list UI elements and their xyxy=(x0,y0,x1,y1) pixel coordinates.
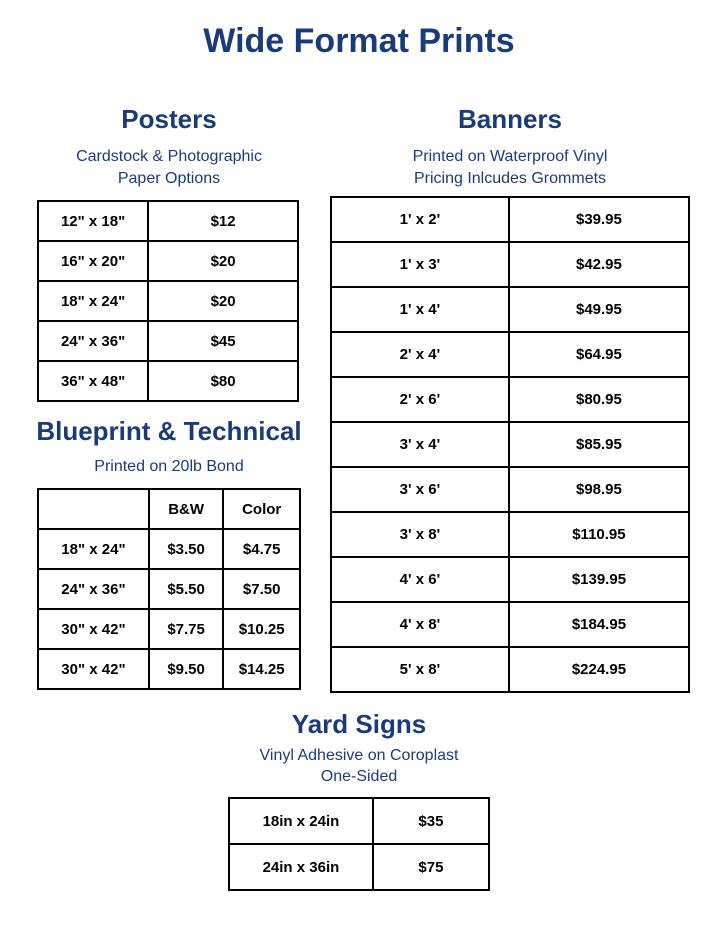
size-cell: 18" x 24" xyxy=(38,281,148,321)
price-cell: $80.95 xyxy=(509,377,689,422)
page-title: Wide Format Prints xyxy=(203,22,515,60)
bw-price-cell: $9.50 xyxy=(149,649,224,689)
size-cell: 2' x 4' xyxy=(331,332,509,377)
color-price-cell: $7.50 xyxy=(223,569,300,609)
yard-signs-table xyxy=(228,797,490,891)
size-cell: 3' x 6' xyxy=(331,467,509,512)
table-row xyxy=(38,609,300,649)
table-row xyxy=(331,467,689,512)
color-price-cell: $10.25 xyxy=(223,609,300,649)
price-cell: $35 xyxy=(373,798,489,844)
price-cell: $184.95 xyxy=(509,602,689,647)
table-row xyxy=(331,287,689,332)
size-cell: 30" x 42" xyxy=(38,609,149,649)
price-cell: $139.95 xyxy=(509,557,689,602)
posters-subtitle-line1: Cardstock & Photographic xyxy=(76,148,262,165)
price-cell: $75 xyxy=(373,844,489,890)
size-cell: 18" x 24" xyxy=(38,529,149,569)
price-cell: $49.95 xyxy=(509,287,689,332)
table-row xyxy=(229,798,489,844)
table-row xyxy=(331,332,689,377)
price-cell: $20 xyxy=(148,281,298,321)
bw-column-header: B&W xyxy=(149,489,224,529)
price-cell: $39.95 xyxy=(509,197,689,242)
size-cell: 1' x 3' xyxy=(331,242,509,287)
table-row xyxy=(38,649,300,689)
size-cell: 24in x 36in xyxy=(229,844,373,890)
size-cell: 18in x 24in xyxy=(229,798,373,844)
price-cell: $98.95 xyxy=(509,467,689,512)
price-cell: $80 xyxy=(148,361,298,401)
size-cell: 2' x 6' xyxy=(331,377,509,422)
banners-subtitle-line1: Printed on Waterproof Vinyl xyxy=(412,148,608,165)
table-row xyxy=(331,557,689,602)
posters-heading: Posters xyxy=(121,104,217,134)
size-cell: 30" x 42" xyxy=(38,649,149,689)
size-cell: 4' x 6' xyxy=(331,557,509,602)
posters-subtitle-line2: Paper Options xyxy=(117,170,221,187)
bw-price-cell: $5.50 xyxy=(149,569,224,609)
table-row xyxy=(229,844,489,890)
blueprint-subtitle: Printed on 20lb Bond xyxy=(94,458,244,475)
price-cell: $110.95 xyxy=(509,512,689,557)
size-cell: 3' x 8' xyxy=(331,512,509,557)
color-column-header: Color xyxy=(223,489,300,529)
table-row xyxy=(38,201,298,241)
table-row xyxy=(331,197,689,242)
price-cell: $85.95 xyxy=(509,422,689,467)
yard-signs-heading: Yard Signs xyxy=(291,709,427,739)
table-row xyxy=(331,602,689,647)
yard-signs-subtitle-line1: Vinyl Adhesive on Coroplast xyxy=(259,747,459,764)
yard-signs-subtitle-line2: One-Sided xyxy=(320,768,398,785)
price-cell: $64.95 xyxy=(509,332,689,377)
table-row xyxy=(331,422,689,467)
banners-subtitle-line2: Pricing Inlcudes Grommets xyxy=(413,170,607,187)
price-cell: $42.95 xyxy=(509,242,689,287)
yard-signs-subtitle xyxy=(200,745,518,787)
bw-price-cell: $7.75 xyxy=(149,609,224,649)
table-row xyxy=(38,529,300,569)
price-cell: $45 xyxy=(148,321,298,361)
size-cell: 3' x 4' xyxy=(331,422,509,467)
posters-table xyxy=(37,200,299,402)
table-row xyxy=(38,281,298,321)
size-cell: 24" x 36" xyxy=(38,321,148,361)
blueprint-table xyxy=(37,488,301,690)
empty-header-cell xyxy=(38,489,149,529)
table-row xyxy=(38,361,298,401)
table-row xyxy=(38,241,298,281)
size-cell: 1' x 4' xyxy=(331,287,509,332)
size-cell: 16" x 20" xyxy=(38,241,148,281)
size-cell: 5' x 8' xyxy=(331,647,509,692)
price-cell: $224.95 xyxy=(509,647,689,692)
table-header-row xyxy=(38,489,300,529)
color-price-cell: $14.25 xyxy=(223,649,300,689)
color-price-cell: $4.75 xyxy=(223,529,300,569)
size-cell: 24" x 36" xyxy=(38,569,149,609)
blueprint-heading: Blueprint & Technical xyxy=(36,416,302,446)
price-cell: $12 xyxy=(148,201,298,241)
posters-subtitle xyxy=(38,146,300,190)
size-cell: 12" x 18" xyxy=(38,201,148,241)
size-cell: 4' x 8' xyxy=(331,602,509,647)
table-row xyxy=(331,242,689,287)
table-row xyxy=(331,647,689,692)
table-row xyxy=(38,321,298,361)
banners-heading: Banners xyxy=(457,104,563,134)
bw-price-cell: $3.50 xyxy=(149,529,224,569)
price-cell: $20 xyxy=(148,241,298,281)
size-cell: 1' x 2' xyxy=(331,197,509,242)
banners-subtitle xyxy=(330,146,690,190)
table-row xyxy=(38,569,300,609)
banners-table xyxy=(330,196,690,693)
table-row xyxy=(331,377,689,422)
table-row xyxy=(331,512,689,557)
size-cell: 36" x 48" xyxy=(38,361,148,401)
